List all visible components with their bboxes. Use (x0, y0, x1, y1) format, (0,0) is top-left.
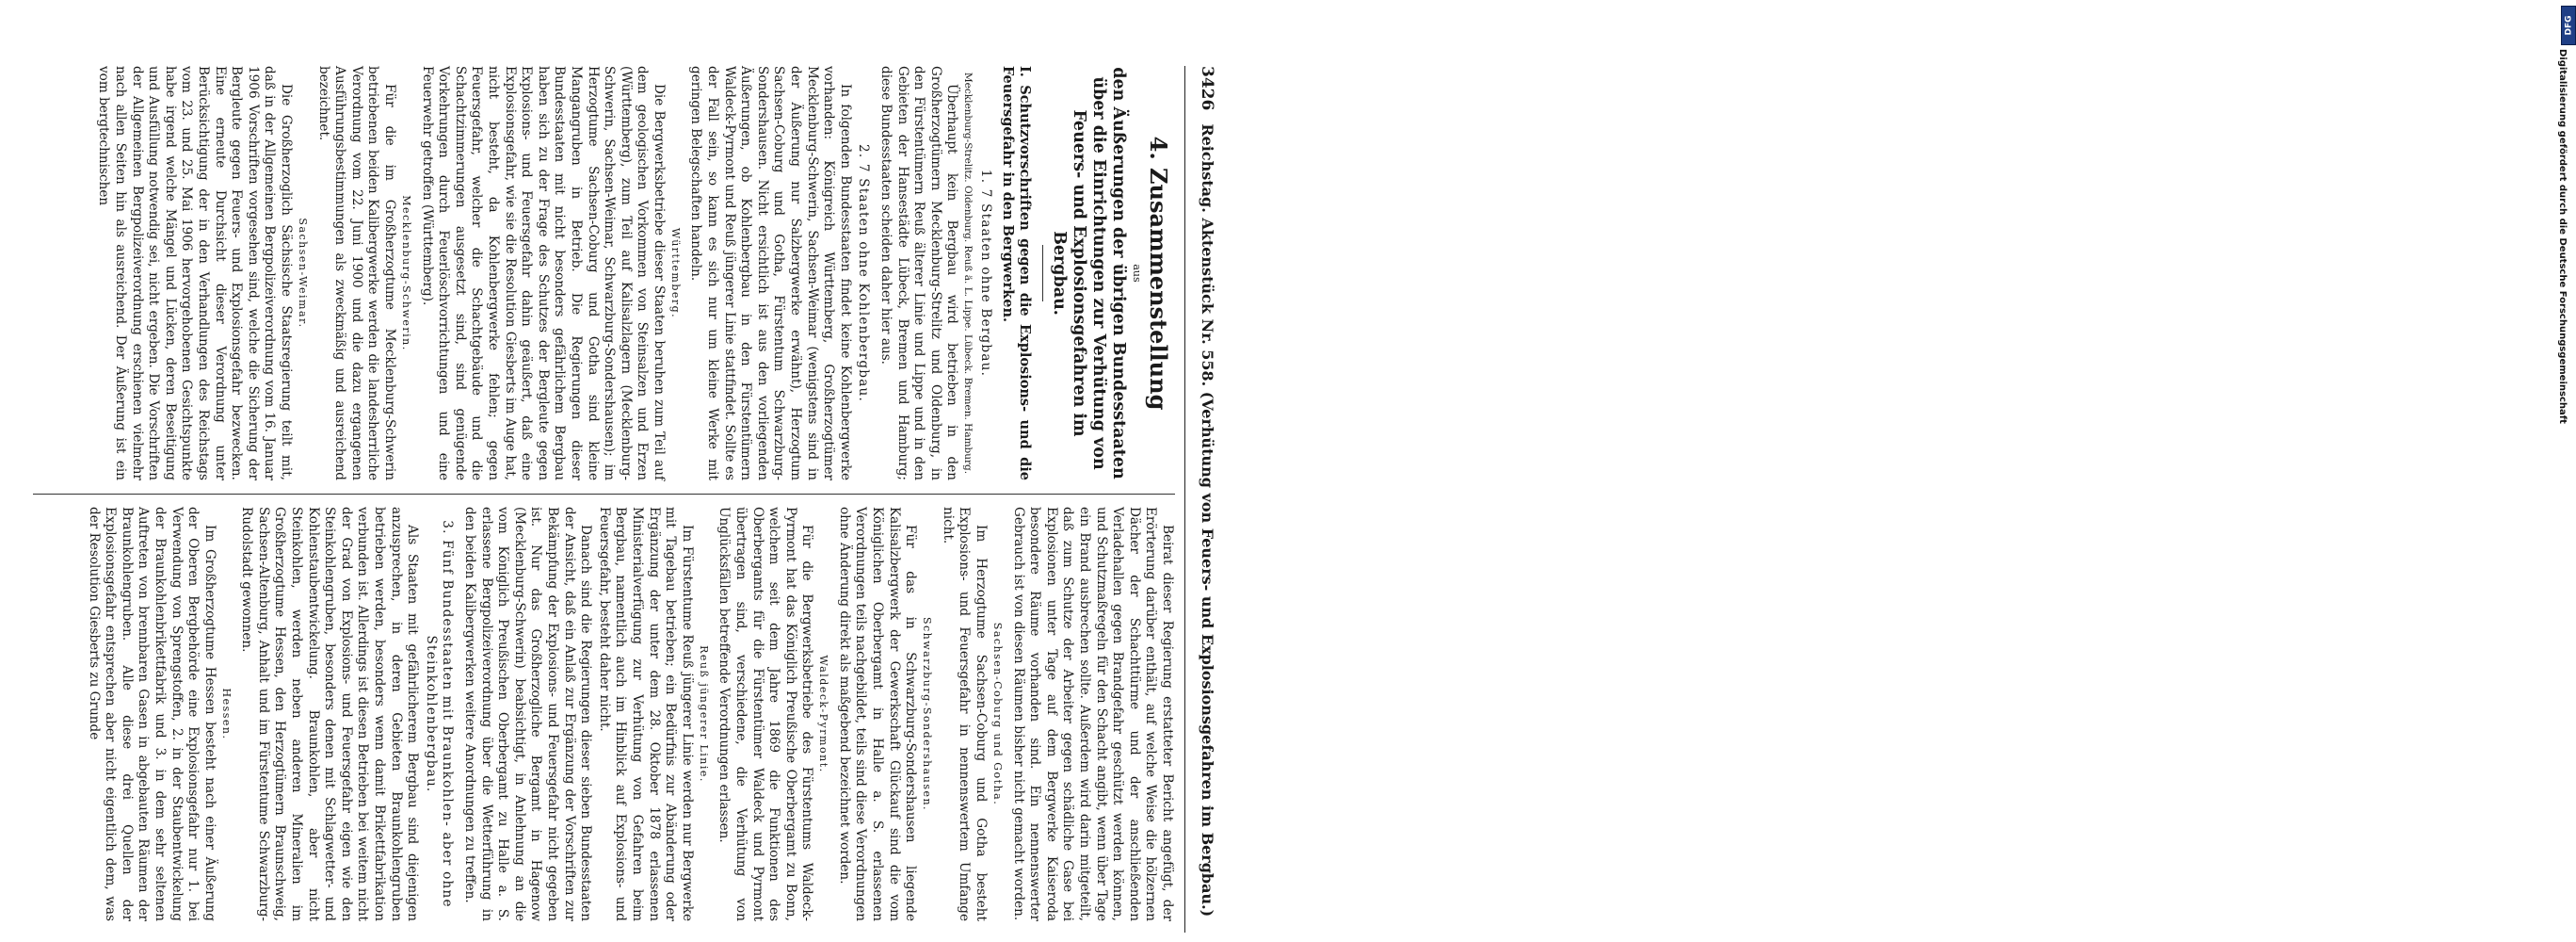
running-title: Reichstag. Aktenstück Nr. 558. (Verhütung von Feuers- und Explosionsgefahren im Bergbau.) (1199, 123, 1216, 918)
left-column (25, 66, 1175, 480)
paragraph-12: Als Staaten mit gefährlicherem Bergbau sind diejenigen anzusprechen, in deren Gebieten Braunkohlengruben betrieben werden, besonders wenn damit Brikettfabrikation verbunden ist. Allerdings ist diesen Betrieben bei weitem nicht der Grad von Explosions- und Feuersgefahr eigen wie den Steinkohlengruben, besonders denen mit Schlagwetter- und Kohlenstaubentwickelung. Braunkohlen, aber nicht Steinkohlen, werden neben anderen Mineralien im Großherzogtume Hessen, den Herzogtümern Braunschweig, Sachsen-Altenburg, Anhalt und im Fürstentume Schwarzburg-Rudolstadt gewonnen. (239, 507, 421, 921)
heading-waldeck: Waldeck-Pyrmont. (817, 655, 830, 773)
paragraph-9: Für die Bergwerksbetriebe des Fürstentums Waldeck-Pyrmont hat das Königlich Preußische Oberbergamt zu Bonn, welchem seit dem Jahre 1869 die Funktionen des Oberbergamts für die Fürstentümer Waldeck und Pyrmont übertragen sind, verschiedene, die Verhütung von Unglücksfällen betreffende Verordnungen erlassen. (716, 507, 815, 921)
column-divider (33, 494, 1175, 495)
paragraph-7: Im Herzogtume Sachsen-Coburg und Gotha besteht Explosions- und Feuersgefahr in nennenswertem Umfange nicht. (940, 507, 990, 921)
heading-weimar: Sachsen-Weimar. (297, 218, 310, 329)
paragraph-11: Danach sind die Regierungen dieser sieben Bundesstaaten der Ansicht, daß ein Anlaß zur Ergänzung der Vorschriften zur Bekämpfung der Explosions- und Feuersgefahr nicht gegeben ist. Nur das Großherzogliche Bergamt in Hagenow (Mecklenburg-Schwerin) beabsichtigt, in Anlehnung an die vom Königlich Preußischen Oberbergamt zu Halle a. S. erlassene Bergpolizeiverordnung über die Wetterführung in den beiden Kalibergwerken weitere Anordnungen zu treffen. (462, 507, 594, 921)
subheading-1: 1. 7 Staaten ohne Bergbau. (978, 169, 993, 378)
heading-reuss: Reuß jüngerer Linie. (697, 645, 710, 783)
dfg-logo (2561, 6, 2576, 45)
heading-wuerttemberg: Württemberg. (668, 227, 682, 319)
paragraph-5: Die Großherzoglich Sächsische Staatsregierung teilt mit, daß in der Allgemeinen Bergpolizeiverordnung vom 16. Januar 1906 Vorschriften vorgesehen sind, welche die Sicherung der Bergleute gegen Feuers- und Explosionsgefahr bezwecken. Eine erneute Durchsicht dieser Verordnung unter Berücksichtigung der in den Verhandlungen des Reichstags vom 23. und 25. Mai 1906 hervorgehobenen Gesichtspunkte habe irgend welche Mängel und Lücken, deren Beseitigung und Ausfüllung notwendig sei, nicht ergeben. Die Vorschriften der Allgemeinen Bergpolizeiverordnung erschienen vielmehr nach allen Seiten hin als ausreichend. Der Äußerung ist ein vom bergtechnischen (96, 66, 295, 480)
page-number: 3426 (1198, 66, 1216, 111)
right-column (25, 507, 1175, 921)
section-heading-I: I. Schutzvorschriften gegen die Explosions- und die Feuersgefahr in den Bergwerken. (1000, 66, 1033, 480)
subheading-2: 2. 7 Staaten ohne Kohlenbergbau. (856, 144, 872, 402)
document-title: den Äußerungen der übrigen Bundesstaaten über die Einrichtungen zur Verhütung von Feuers- und Explosionsgefahren im Bergbau. (1050, 67, 1128, 479)
paragraph-3: Die Bergwerksbetriebe dieser Staaten beruhen zum Teil auf dem geologischen Vorkommen von Steinsalzen und Erzen (Württemberg), zum Teil auf Kalisalzlagern (Mecklenburg-Schwerin, Sachsen-Weimar, Schwarzburg-Sondershausen); im Herzogtume Sachsen-Coburg und Gotha sind kleine Mangangruben in Betrieb. Die Regierungen dieser Bundesstaaten mit nicht besonders gefährlichem Bergbau haben sich zu der Frage des Schutzes der Bergleute gegen Explosions- und Feuersgefahr dahin geäußert, daß eine Explosionsgefahr, wie sie die Resolution Giesberts im Auge hat, nicht besteht, da Kohlenbergwerke fehlen; gegen Feuersgefahr, welcher die Schachtgebäude und die Schachtzimmerungen ausgesetzt sind, sind genügende Vorkehrungen durch Feuerlöschvorrichtungen und eine Feuerwehr getroffen (Württemberg). (419, 66, 667, 480)
dfg-logo-text: DFG (2564, 15, 2574, 36)
aus-label: aus (1131, 264, 1143, 283)
title-rule (1042, 245, 1043, 301)
heading-mecklenburg: Mecklenburg-Schwerin. (400, 195, 412, 351)
paragraph-6: Beirat dieser Regierung erstatteter Bericht angefügt, der Erörterung darüber enthält, auf welche Weise die hölzernen Dächer der Schachttürme und der anschließenden Verladehallen gegen Brandgefahr geschützt werden können, und Schutzmaßregeln für den Schacht angibt, wenn über Tage ein Brand ausbrechen sollte. Außerdem wird darin mitgeteilt, daß zum Schutze der Arbeiter gegen schädliche Gase bei Explosionen unter Tage auf dem Bergwerke Kaiseroda besondere Räume vorhanden sind. Ein nennenswerter Gebrauch ist von diesen Räumen bisher nicht gemacht worden. (1010, 507, 1175, 921)
heading-schwarzburg: Schwarzburg-Sondershausen. (921, 616, 934, 812)
section-number: 4. Zusammenstellung (1145, 136, 1172, 411)
paragraph-8: Für das in Schwarzburg-Sondershausen liegende Kalisalzbergwerk der Gewerkschaft Glückauf sind die vom Königlichen Oberbergamt in Halle a. S. erlassenen Verordnungen teils nachgebildet, teils sind diese Verordnungen ohne Änderung direkt als maßgebend bezeichnet worden. (836, 507, 919, 921)
page-header (1184, 66, 1216, 933)
heading-hessen: Hessen. (219, 688, 233, 740)
paragraph-4: Für die im Großherzogtume Mecklenburg-Schwerin betriebenen beiden Kalibergwerke werden die landesherrliche Verordnung vom 22. Juni 1900 und die dazu ergangenen Ausführungsbestimmungen als zweckmäßig und ausreichend bezeichnet. (315, 66, 397, 480)
paragraph-10: Im Fürstentume Reuß jüngerer Linie werden nur Bergwerke mit Tagebau betrieben; ein Bedürfnis zur Abänderung oder Ergänzung der unter dem 28. Oktober 1878 erlassenen Ministerialverfügung zur Verhütung von Gefahren beim Bergbau, namentlich auch im Hinblick auf Explosions- und Feuersgefahr, besteht daher nicht. (596, 507, 695, 921)
digitization-credit: Digitalisierung gefördert durch die Deutsche Forschungsgemeinschaft (2557, 49, 2568, 424)
states-list: Mecklenburg-Strelitz. Oldenburg. Reuß ä. L. Lippe. Lübeck. Bremen. Hamburg. (962, 72, 974, 475)
subheading-3: 3. Fünf Bundesstaaten mit Braunkohlen- aber ohne Steinkohlenbergbau. (423, 520, 456, 908)
paragraph-2: In folgenden Bundesstaaten findet keine Kohlenbergwerke vorhanden: Königreich Württemberg, Großherzogtümer Mecklenburg-Schwerin, Sachsen-Weimar (wenigstens sind in der Äußerung nur Salzbergwerke erwähnt), Herzogtum Sachsen-Coburg und Gotha, Fürstentum Schwarzburg-Sondershausen. Nicht ersichtlich ist aus den vorliegenden Äußerungen, ob Kohlenbergbau in den Fürstentümern Waldeck-Pyrmont und Reuß jüngerer Linie stattfindet. Sollte es der Fall sein, so kann es sich nur um kleine Werke mit geringen Belegschaften handeln. (688, 66, 853, 480)
digitization-sidebar (1277, 0, 2574, 942)
document-page (25, 66, 1216, 933)
heading-coburg: Sachsen-Coburg und Gotha. (991, 622, 1005, 806)
paragraph-13: Im Großherzogtume Hessen besteht nach einer Äußerung der Oberen Bergbehörde eine Explosionsgefahr nur 1. bei Verwendung von Sprengstoffen, 2. in der Staubentwickelung der Braunkohlenbrikettfabrik und 3. in dem sehr seltenen Auftreten von brennbaren Gasen in abgebauten Räumen der Braunkohlengruben. Alle diese drei Quellen der Explosionsgefahr entsprechen aber nicht eigentlich dem, was der Resolution Giesberts zu Grunde (86, 507, 217, 921)
paragraph-1: Überhaupt kein Bergbau wird betrieben in den Großherzogtümern Mecklenburg-Strelitz und Oldenburg, in den Fürstentümern Reuß älterer Linie und Lippe und in den Gebieten der Hansestädte Lübeck, Bremen und Hamburg; diese Bundesstaaten scheiden daher hier aus. (878, 66, 960, 480)
